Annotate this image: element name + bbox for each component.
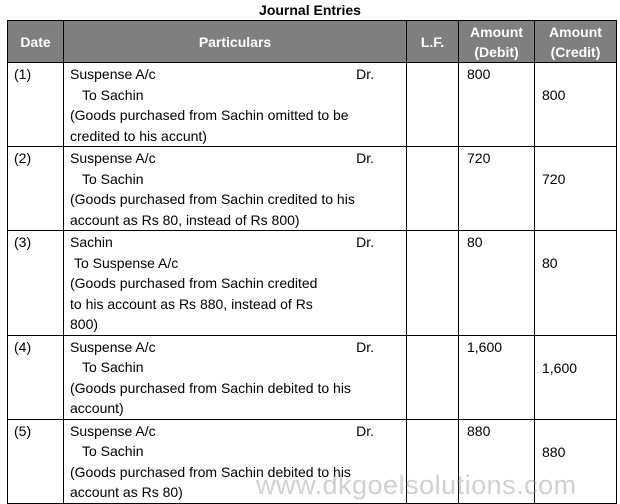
table-row [8,231,617,336]
table-row [8,63,617,147]
debit-account: Suspense A/c [70,422,156,439]
credit-amount: 1,600 [535,335,617,419]
credit-amount: 720 [535,147,617,231]
header-lf: L.F. [407,21,459,63]
date-cell: (5) [8,419,64,503]
narration-line: 800) [70,316,99,332]
dr-label: Dr. [356,422,374,439]
header-credit [535,21,617,63]
credit-amount: 880 [535,419,617,503]
debit-amount: 880 [459,419,535,503]
table-row [8,147,617,231]
header-credit-line1: Amount [549,23,602,40]
debit-account: Sachin [70,234,113,250]
header-particulars: Particulars [64,21,407,63]
table-row [8,335,617,419]
credit-account: To Sachin [82,86,144,103]
credit-amount: 80 [535,231,617,336]
date-cell: (4) [8,335,64,419]
credit-account: To Sachin [82,443,144,459]
page-title: Journal Entries [259,2,361,18]
header-row [8,21,617,63]
particulars-cell [64,63,407,147]
debit-account: Suspense A/c [70,338,156,355]
particulars-cell [64,335,407,419]
dr-label: Dr. [356,338,374,355]
narration-line: (Goods purchased from Sachin debited to his [70,463,351,480]
dr-label: Dr. [356,150,374,166]
narration-line: (Goods purchased from Sachin debited to his [70,379,351,396]
particulars-cell [64,147,407,231]
debit-amount: 800 [459,63,535,147]
debit-account: Suspense A/c [70,150,156,166]
debit-amount: 80 [459,231,535,336]
particulars-cell [64,231,407,336]
date-cell: (1) [8,63,64,147]
header-credit-line2: (Credit) [550,43,601,60]
debit-amount: 1,600 [459,335,535,419]
narration-line: account as Rs 80, instead of Rs 800) [70,211,300,228]
narration-line: (Goods purchased from Sachin credited to his [70,191,355,207]
debit-amount: 720 [459,147,535,231]
date-cell: (3) [8,231,64,336]
credit-account: To Sachin [82,359,144,375]
dr-label: Dr. [356,234,374,250]
narration-line: (Goods purchased from Sachin omitted to be [70,107,349,123]
narration-line: account) [70,400,124,416]
narration-line: (Goods purchased from Sachin credited [70,275,318,291]
debit-account: Suspense A/c [70,66,156,82]
lf-cell [407,147,459,231]
narration-line: to his account as Rs 880, instead of Rs [70,295,313,312]
header-debit-line1: Amount [470,23,523,40]
dr-label: Dr. [356,66,374,82]
credit-account: To Suspense A/c [74,254,179,271]
credit-amount: 800 [535,63,617,147]
header-date: Date [8,21,64,63]
credit-account: To Sachin [82,170,144,187]
watermark: www.dkgoelsolutions.com [256,470,577,500]
lf-cell [407,335,459,419]
date-cell: (2) [8,147,64,231]
narration-line: account as Rs 80) [70,484,183,500]
narration-line: credited to his accunt) [70,127,207,144]
lf-cell [407,63,459,147]
header-debit-line2: (Debit) [474,43,519,60]
journal-table [7,20,617,504]
lf-cell [407,231,459,336]
header-debit [459,21,535,63]
